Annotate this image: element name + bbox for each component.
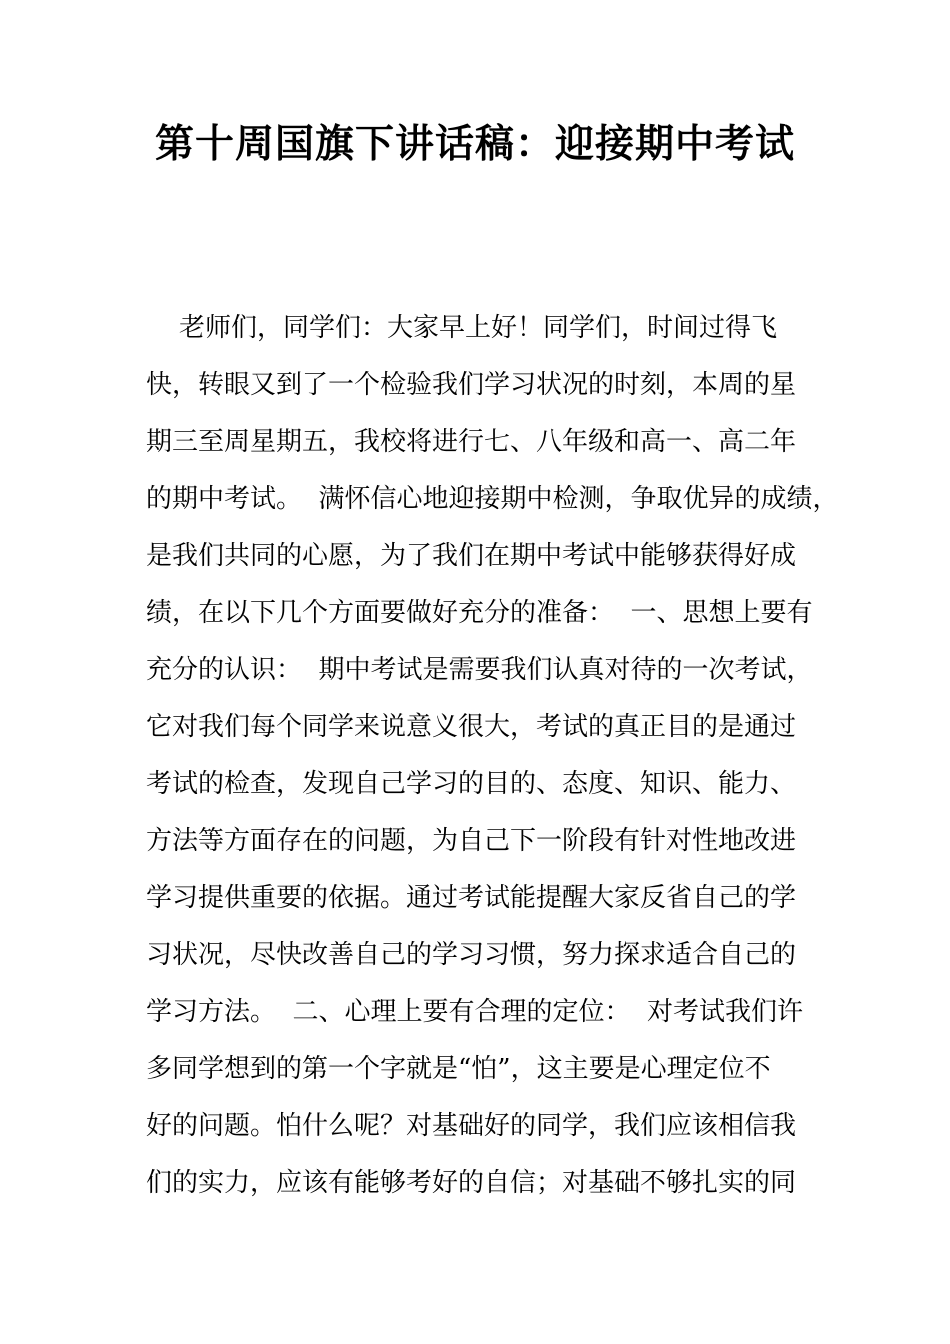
body-line: 习状况，尽快改善自己的学习习惯，努力探求适合自己的 [146,940,797,970]
body-line: 学习提供重要的依据。通过考试能提醒大家反省自己的学 [146,883,797,913]
body-line: 们的实力，应该有能够考好的自信；对基础不够扎实的同 [146,1168,797,1198]
body-line: 充分的认识： 期中考试是需要我们认真对待的一次考试， [146,655,813,685]
document-title: 第十周国旗下讲话稿：迎接期中考试 [154,121,795,167]
body-line: 它对我们每个同学来说意义很大，考试的真正目的是通过 [146,712,797,742]
body-line: 学习方法。 二、心理上要有合理的定位： 对考试我们许 [146,997,804,1027]
body-line: 好的问题。怕什么呢？对基础好的同学，我们应该相信我 [146,1111,797,1141]
body-line: 是我们共同的心愿，为了我们在期中考试中能够获得好成 [146,541,797,571]
body-line: 绩，在以下几个方面要做好充分的准备： 一、思想上要有 [146,598,813,628]
body-line: 的期中考试。 满怀信心地迎接期中检测，争取优异的成绩， [146,484,839,514]
body-line: 考试的检查，发现自己学习的目的、态度、知识、能力、 [146,769,797,799]
body-line: 老师们，同学们：大家早上好！同学们，时间过得飞 [146,313,778,343]
body-line: 快，转眼又到了一个检验我们学习状况的时刻，本周的星 [146,370,797,400]
body-line: 多同学想到的第一个字就是“怕”，这主要是心理定位不 [146,1054,771,1084]
body-line: 方法等方面存在的问题，为自己下一阶段有针对性地改进 [146,826,797,856]
body-line: 期三至周星期五，我校将进行七、八年级和高一、高二年 [146,427,797,457]
